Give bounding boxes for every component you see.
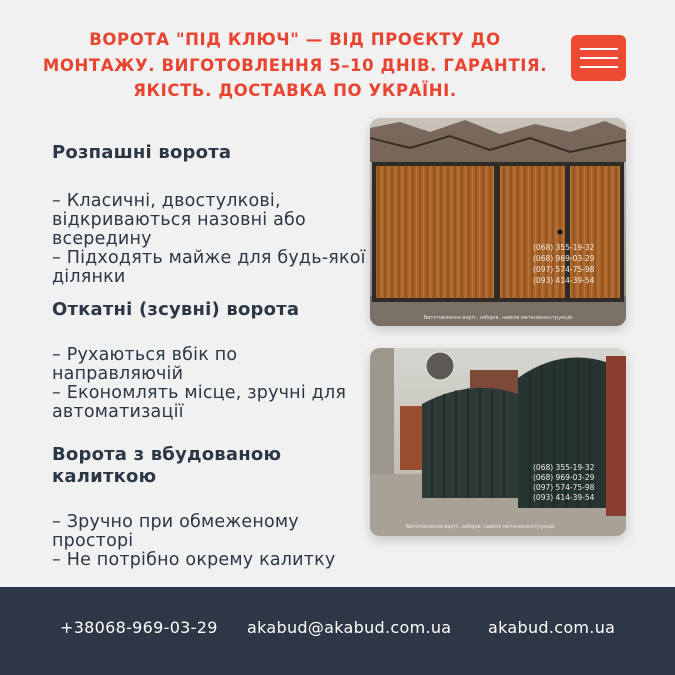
section-title-wicket: Ворота з вбудованою калиткою xyxy=(52,444,282,487)
section-bullets-wicket xyxy=(52,513,372,570)
photo-caption: Виготовлення воріт, заборів, навісів металоконструкцій xyxy=(405,524,555,530)
contact-footer xyxy=(0,587,675,675)
photo-phone: (068) 969-03-29 xyxy=(533,473,595,482)
photo-phone: (068) 355-19-32 xyxy=(533,243,595,252)
footer-website-link[interactable]: akabud.com.ua xyxy=(488,618,616,637)
photo-phone: (068) 969-03-29 xyxy=(533,254,595,263)
hamburger-menu-icon xyxy=(580,66,618,68)
bullet-item: – Рухаються вбік по направляючій xyxy=(52,345,238,384)
bullet-item: – Підходять майже для будь-якої ділянки xyxy=(52,248,366,287)
footer-email-link[interactable]: akabud@akabud.com.ua xyxy=(247,618,452,637)
hamburger-menu-button[interactable] xyxy=(571,35,626,81)
gate-types-list xyxy=(52,142,372,570)
hamburger-menu-icon xyxy=(580,48,618,50)
section-title-sliding: Откатні (зсувні) ворота xyxy=(52,299,300,320)
bullet-item: – Класичні, двостулкові, відкриваються назовні або всередину xyxy=(52,191,306,249)
bullet-item: – Не потрібно окрему калитку xyxy=(52,550,336,570)
hamburger-menu-icon xyxy=(580,57,618,59)
bullet-item: – Економлять місце, зручні для автоматизації xyxy=(52,383,347,422)
wicket-gate-photo xyxy=(370,348,626,536)
photo-phone-overlay xyxy=(533,463,595,502)
section-bullets-sliding xyxy=(52,346,372,422)
photo-phone: (068) 355-19-32 xyxy=(533,463,595,472)
page-headline: ВОРОТА "ПІД КЛЮЧ" — ВІД ПРОЄКТУ ДО МОНТАЖУ. ВИГОТОВЛЕННЯ 5–10 ДНІВ. ГАРАНТІЯ. ЯКІСТЬ. ДОСТАВКА ПО УКРАЇНІ. xyxy=(42,30,548,100)
photo-phone: (097) 574-75-98 xyxy=(533,483,595,492)
footer-phone-link[interactable]: +38068-969-03-29 xyxy=(60,618,218,637)
bullet-item: – Зручно при обмеженому просторі xyxy=(52,512,299,551)
section-title-swing: Розпашні ворота xyxy=(52,142,232,163)
photo-caption: Виготовлення воріт, заборів, навісів металоконструкцій xyxy=(423,315,573,321)
section-bullets-swing xyxy=(52,192,372,287)
photo-phone: (093) 414-39-54 xyxy=(533,493,595,502)
photo-phone: (093) 414-39-54 xyxy=(533,276,595,285)
swing-gate-photo xyxy=(370,118,626,326)
photo-phone: (097) 574-75-98 xyxy=(533,265,595,274)
